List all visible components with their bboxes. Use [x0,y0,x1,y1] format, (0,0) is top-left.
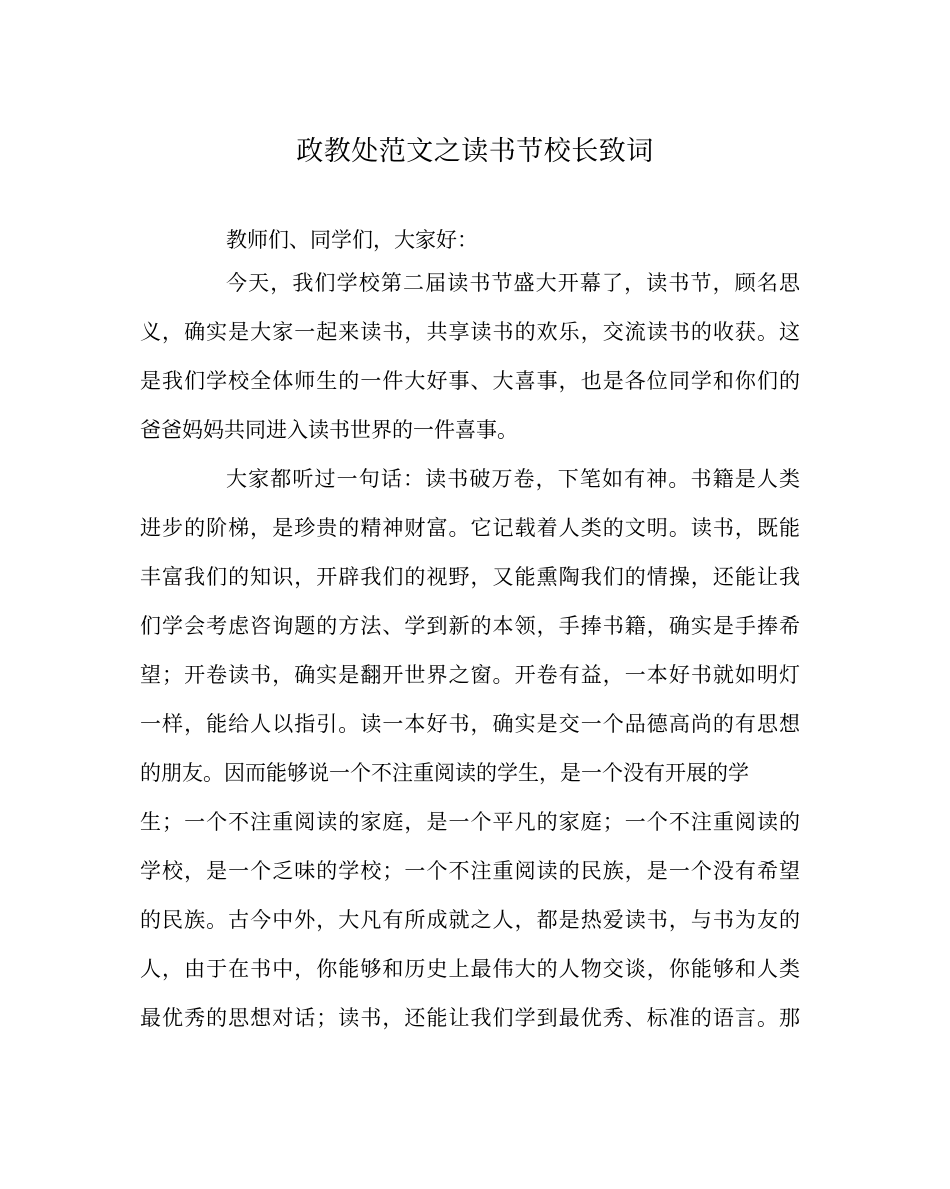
paragraph-2-line-1: 大家都听过一句话：读书破万卷，下笔如有神。书籍是人类 [226,467,800,491]
paragraph-1-line-4: 爸爸妈妈共同进入读书世界的一件喜事。 [140,418,518,442]
document-title: 政教处范文之读书节校长致词 [296,136,654,167]
greeting-line: 教师们、同学们，大家好： [226,228,478,252]
paragraph-2-line-3: 丰富我们的知识，开辟我们的视野，又能熏陶我们的情操，还能让我 [140,565,800,589]
paragraph-2-line-8: 生；一个不注重阅读的家庭，是一个平凡的家庭；一个不注重阅读的 [140,810,800,834]
paragraph-2-line-6: 一样，能给人以指引。读一本好书，确实是交一个品德高尚的有思想 [140,712,800,736]
paragraph-2-line-11: 人，由于在书中，你能够和历史上最伟大的人物交谈，你能够和人类 [140,957,800,981]
paragraph-2-line-2: 进步的阶梯，是珍贵的精神财富。它记载着人类的文明。读书，既能 [140,516,800,540]
paragraph-1-line-1: 今天，我们学校第二届读书节盛大开幕了，读书节，顾名思 [226,271,800,295]
paragraph-1-line-3: 是我们学校全体师生的一件大好事、大喜事，也是各位同学和你们的 [140,369,800,393]
paragraph-2-line-5: 望；开卷读书，确实是翻开世界之窗。开卷有益，一本好书就如明灯 [140,663,800,687]
paragraph-2-line-7: 的朋友。因而能够说一个不注重阅读的学生，是一个没有开展的学 [140,761,749,785]
paragraph-2-line-9: 学校，是一个乏味的学校；一个不注重阅读的民族，是一个没有希望 [140,859,800,883]
paragraph-2-line-10: 的民族。古今中外，大凡有所成就之人，都是热爱读书，与书为友的 [140,908,800,932]
paragraph-1-line-2: 义，确实是大家一起来读书，共享读书的欢乐，交流读书的收获。这 [140,320,800,344]
paragraph-2-line-4: 们学会考虑咨询题的方法、学到新的本领，手捧书籍，确实是手捧希 [140,614,800,638]
paragraph-2-line-12: 最优秀的思想对话；读书，还能让我们学到最优秀、标准的语言。那 [140,1006,800,1030]
